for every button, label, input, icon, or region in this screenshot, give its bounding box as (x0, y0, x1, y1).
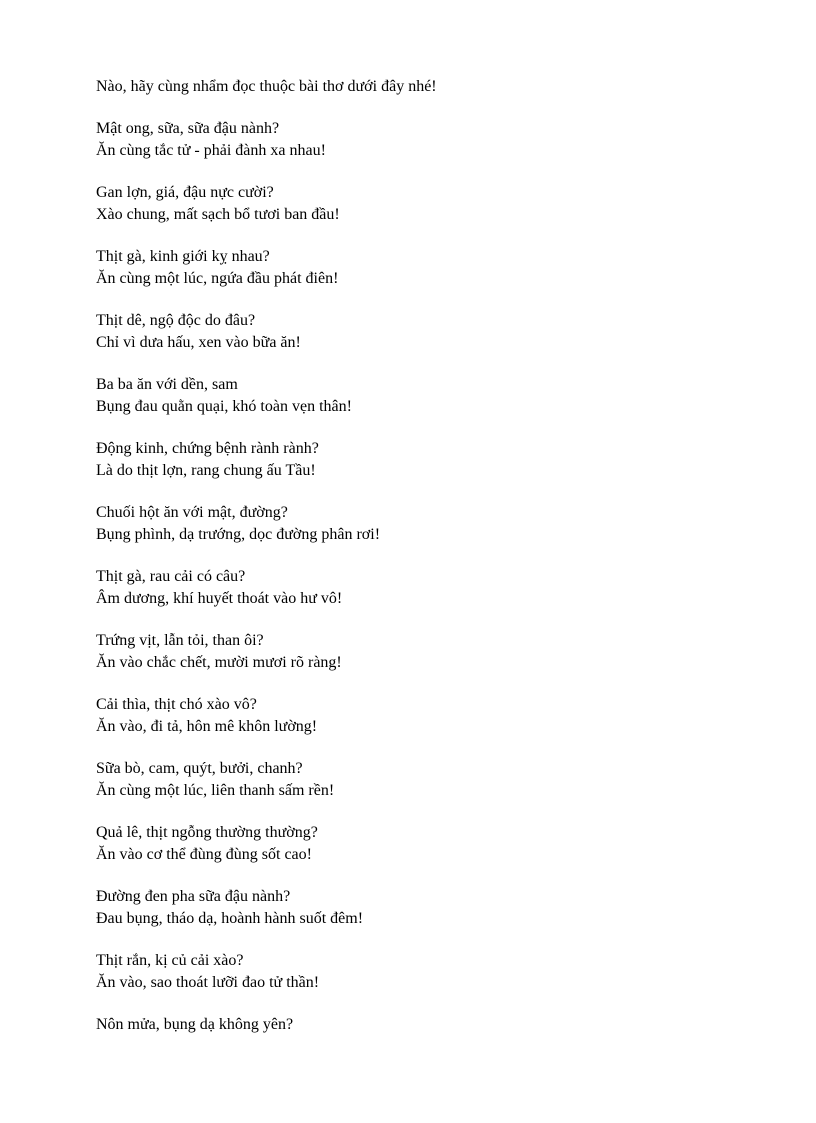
stanza (96, 374, 776, 418)
verse-line: Thịt dê, ngộ độc do đâu? (96, 312, 256, 329)
verse-line: Bụng đau quằn quại, khó toàn vẹn thân! (96, 398, 352, 415)
document-page (96, 76, 776, 1056)
stanza (96, 694, 776, 738)
stanza (96, 822, 776, 866)
verse-line: Đau bụng, tháo dạ, hoành hành suốt đêm! (96, 910, 364, 927)
verse-line: Ăn vào chắc chết, mười mươi rõ ràng! (96, 654, 342, 671)
stanza (96, 182, 776, 226)
stanza (96, 438, 776, 482)
verse-line: Mật ong, sữa, sữa đậu nành? (96, 120, 280, 137)
stanza (96, 950, 776, 994)
verse-line: Ăn vào, sao thoát lưỡi đao tử thần! (96, 974, 320, 991)
verse-line: Trứng vịt, lẫn tỏi, than ôi? (96, 632, 264, 649)
stanza (96, 246, 776, 290)
verse-line: Gan lợn, giá, đậu nực cười? (96, 184, 274, 201)
verse-line: Động kinh, chứng bệnh rành rành? (96, 440, 319, 457)
intro-text: Nào, hãy cùng nhẩm đọc thuộc bài thơ dưới đây nhé! (96, 78, 437, 95)
stanza (96, 758, 776, 802)
stanza (96, 310, 776, 354)
stanza (96, 886, 776, 930)
verse-line: Đường đen pha sữa đậu nành? (96, 888, 291, 905)
verse-line: Sữa bò, cam, quýt, bưởi, chanh? (96, 760, 303, 777)
stanza (96, 566, 776, 610)
verse-line: Âm dương, khí huyết thoát vào hư vô! (96, 590, 343, 607)
stanza (96, 1014, 776, 1036)
verse-line: Thịt gà, rau cải có câu? (96, 568, 246, 585)
stanza (96, 630, 776, 674)
verse-line: Xào chung, mất sạch bổ tươi ban đầu! (96, 206, 340, 223)
verse-line: Chỉ vì dưa hấu, xen vào bữa ăn! (96, 334, 301, 351)
verse-line: Ăn cùng tắc tử - phải đành xa nhau! (96, 142, 326, 159)
verse-line: Ba ba ăn với dền, sam (96, 376, 238, 393)
verse-line: Bụng phình, dạ trướng, dọc đường phân rơi! (96, 526, 381, 543)
verse-line: Chuối hột ăn với mật, đường? (96, 504, 288, 521)
verse-line: Ăn vào, đi tả, hôn mê khôn lường! (96, 718, 318, 735)
verse-line: Thịt gà, kinh giới kỵ nhau? (96, 248, 270, 265)
verse-line: Thịt rắn, kị củ cải xào? (96, 952, 244, 969)
verse-line: Quả lê, thịt ngỗng thường thường? (96, 824, 318, 841)
verse-line: Cải thìa, thịt chó xào vô? (96, 696, 257, 713)
verse-line: Ăn vào cơ thể đùng đùng sốt cao! (96, 846, 312, 863)
verse-line: Nôn mửa, bụng dạ không yên? (96, 1016, 294, 1033)
stanza (96, 502, 776, 546)
stanza (96, 118, 776, 162)
verse-line: Là do thịt lợn, rang chung ấu Tầu! (96, 462, 316, 479)
verse-line: Ăn cùng một lúc, liên thanh sấm rền! (96, 782, 335, 799)
verse-line: Ăn cùng một lúc, ngứa đầu phát điên! (96, 270, 339, 287)
